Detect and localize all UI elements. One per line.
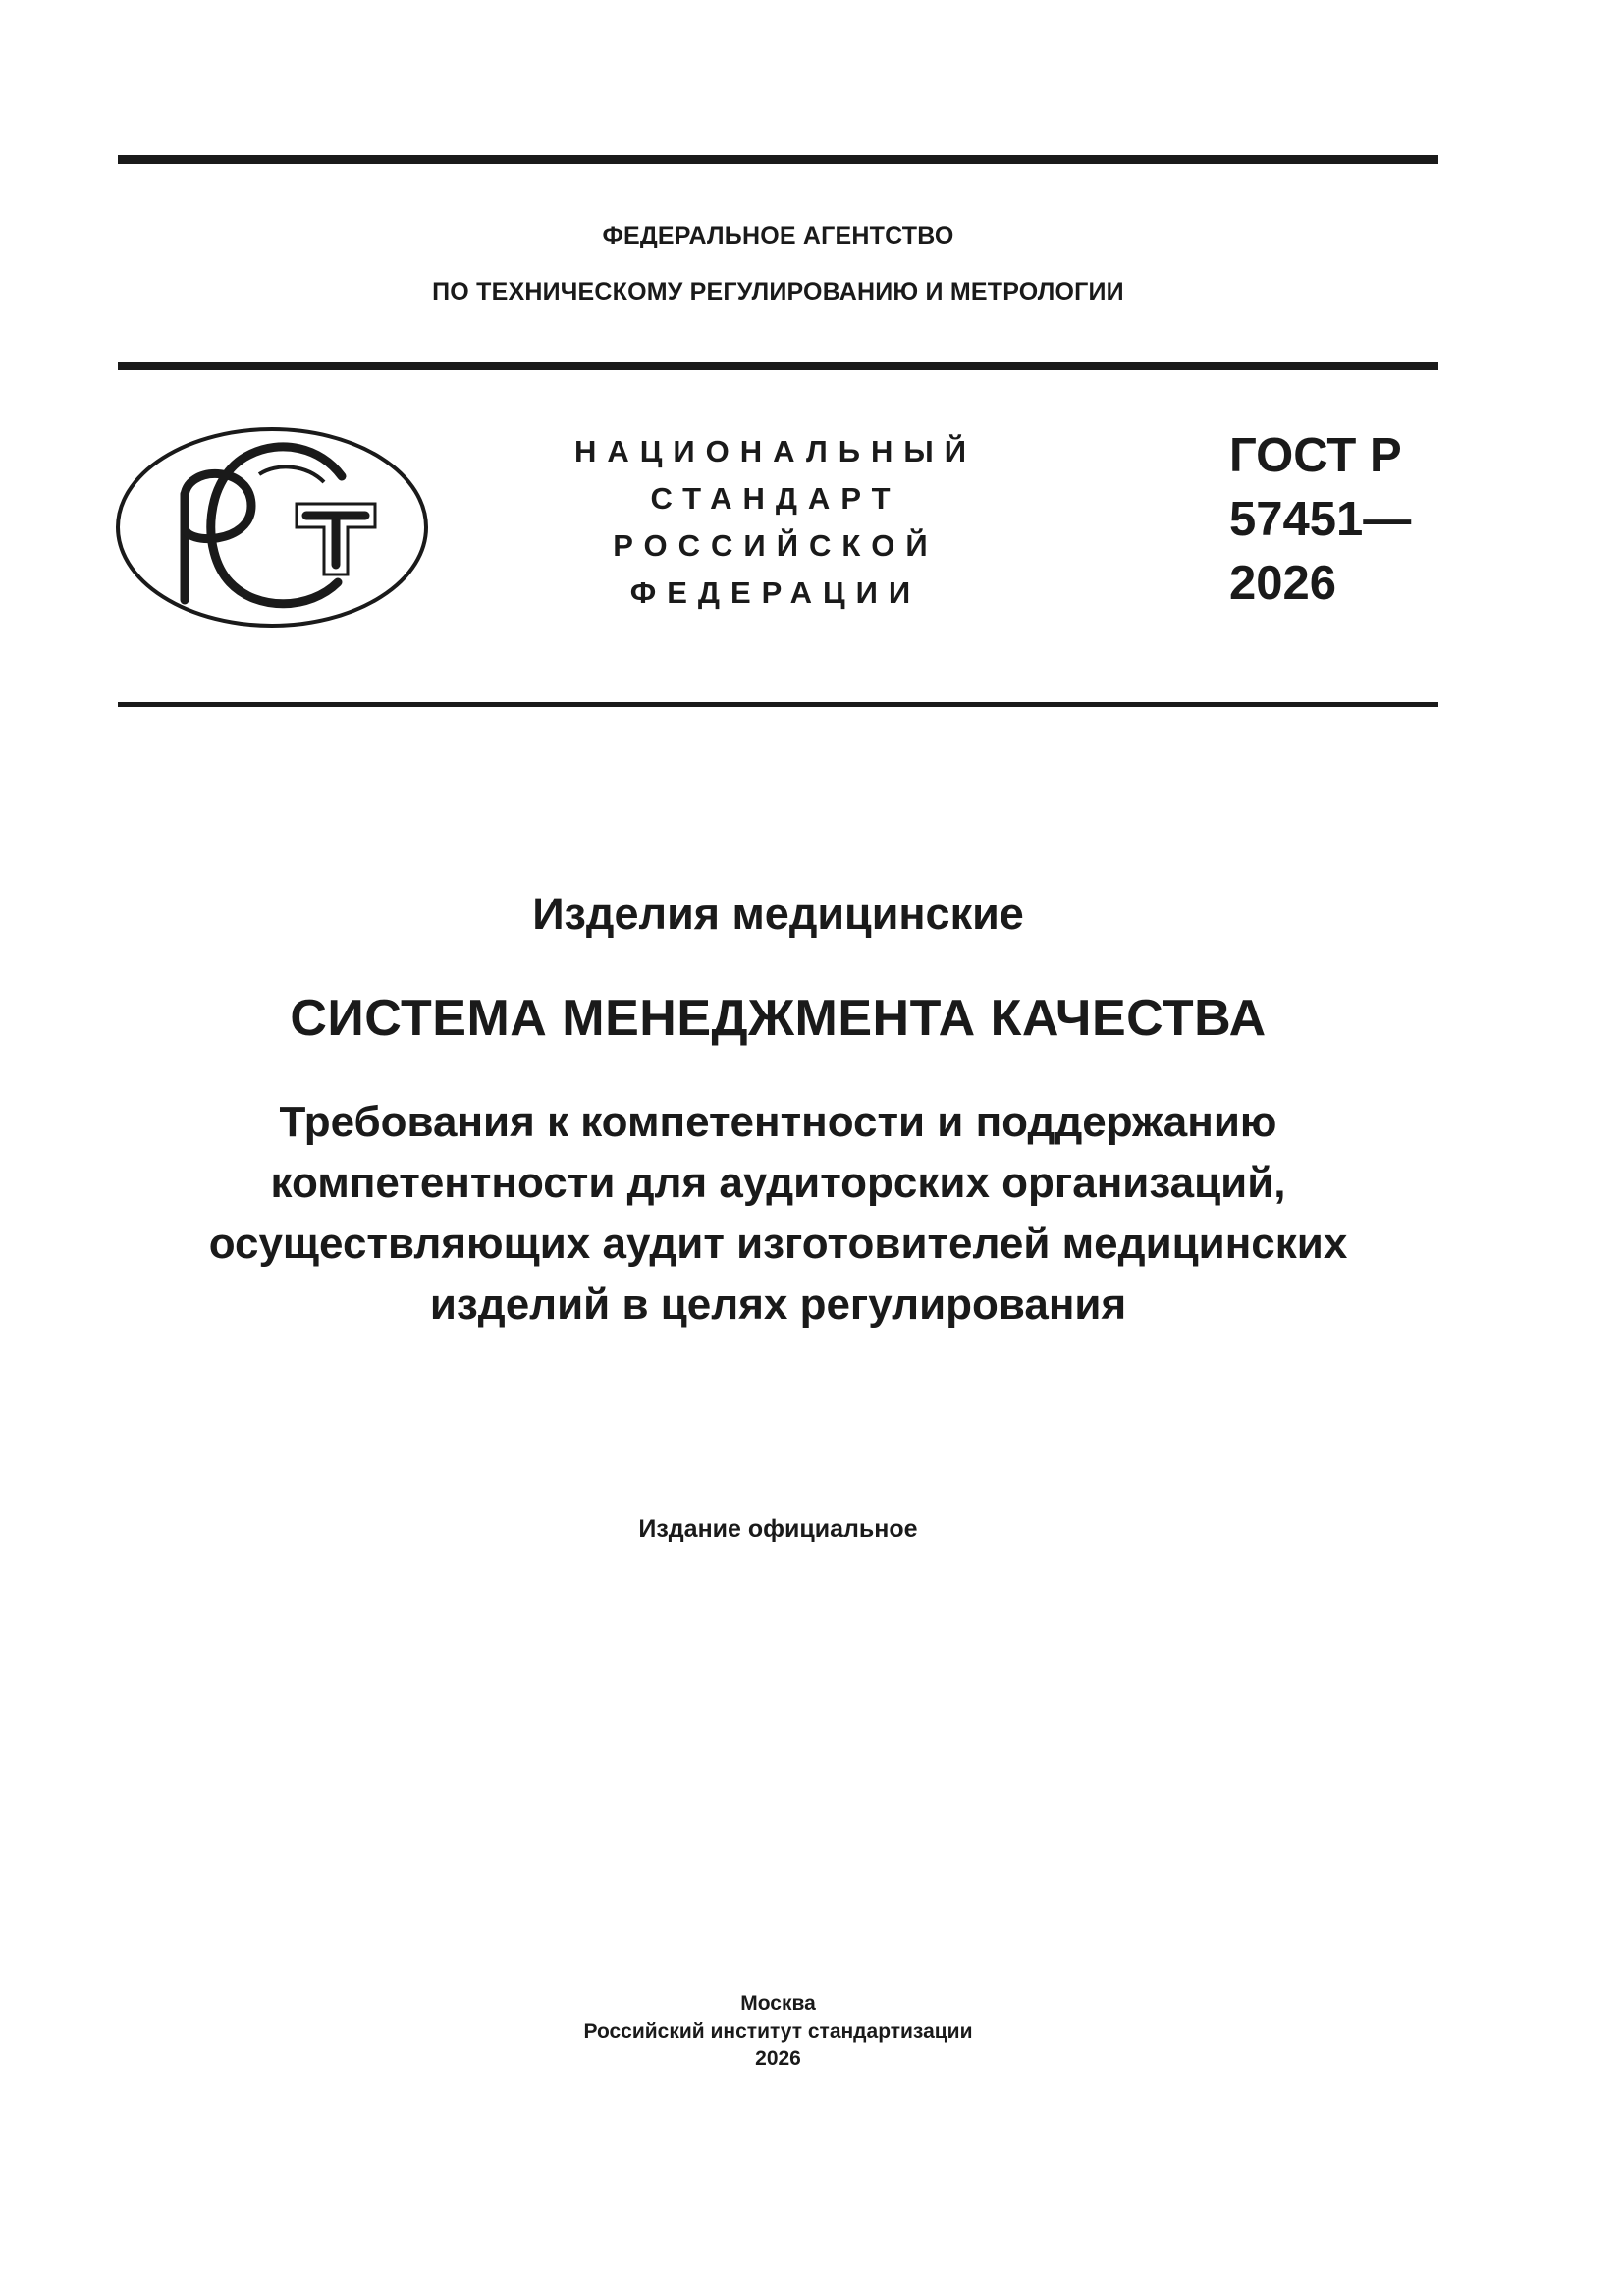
imprint-city: Москва [740, 1993, 816, 2015]
document-subject: Изделия медицинские [532, 889, 1024, 939]
subtitle-line: изделий в целях регулирования [429, 1281, 1127, 1329]
subtitle-line: Требования к компетентности и поддержанию [279, 1098, 1277, 1146]
designation-line-1: ГОСТ Р [1229, 429, 1402, 482]
standard-type-line-2: СТАНДАРТ [650, 481, 901, 516]
agency-name-line-2: ПО ТЕХНИЧЕСКОМУ РЕГУЛИРОВАНИЮ И МЕТРОЛОГИИ [432, 278, 1124, 305]
header-divider [118, 362, 1438, 370]
standard-type-line-4: ФЕДЕРАЦИИ [629, 575, 922, 610]
standard-type [550, 428, 1001, 617]
imprint-year: 2026 [755, 2048, 801, 2070]
document-subtitle [0, 1092, 1556, 1336]
edition-note: Издание официальное [638, 1515, 918, 1543]
imprint-publisher: Российский институт стандартизации [583, 2020, 973, 2043]
designation-line-2: 57451— [1229, 493, 1412, 546]
top-divider [118, 155, 1438, 164]
agency-name-line-1: ФЕДЕРАЛЬНОЕ АГЕНТСТВО [602, 222, 954, 249]
designation-divider [118, 702, 1438, 707]
rst-certification-mark-icon [114, 425, 430, 629]
subtitle-line: компетентности для аудиторских организаций, [270, 1159, 1286, 1207]
imprint [0, 1991, 1556, 2073]
designation-line-3: 2026 [1229, 557, 1337, 610]
subtitle-line: осуществляющих аудит изготовителей медицинских [208, 1220, 1348, 1268]
standard-designation [1229, 424, 1411, 616]
document-main-title: СИСТЕМА МЕНЕДЖМЕНТА КАЧЕСТВА [290, 990, 1267, 1047]
standard-type-line-1: НАЦИОНАЛЬНЫЙ [573, 434, 978, 468]
standard-type-line-3: РОССИЙСКОЙ [613, 528, 939, 563]
